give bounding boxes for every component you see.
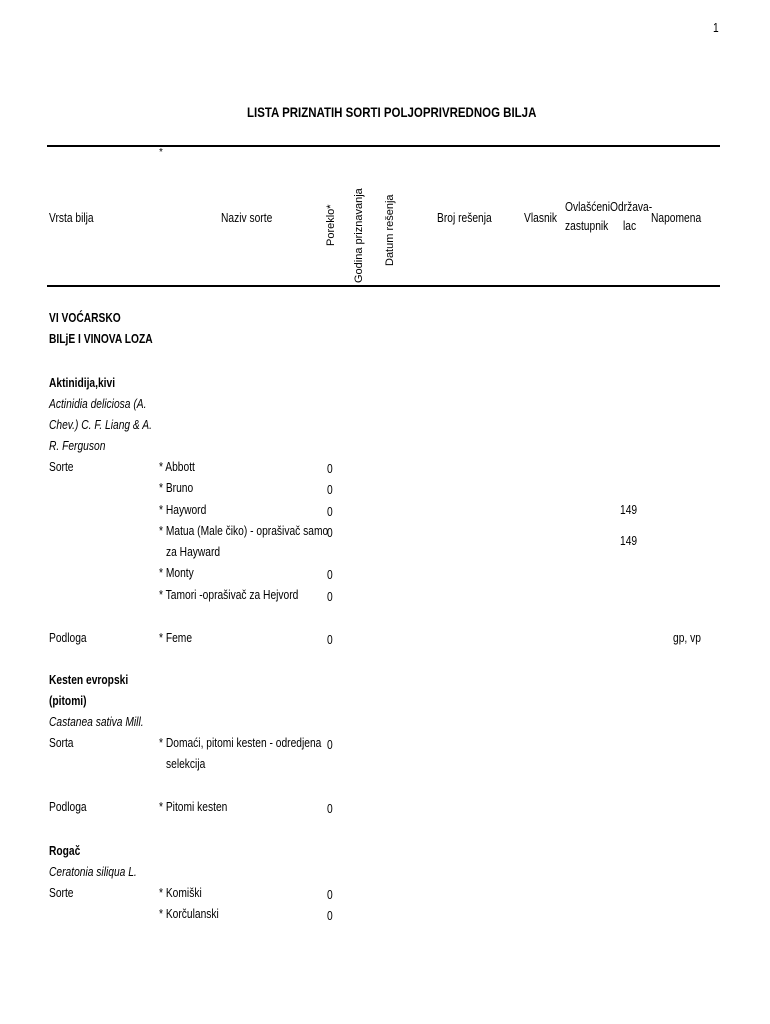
header-bottom-rule xyxy=(47,285,720,287)
poreklo-value: 0 xyxy=(327,590,333,604)
header-top-rule xyxy=(47,145,720,147)
variety-name-continued: za Hayward xyxy=(166,545,221,559)
page-title: LISTA PRIZNATIH SORTI POLJOPRIVREDNOG BILJA xyxy=(247,104,537,120)
poreklo-value: 0 xyxy=(327,738,333,752)
section-heading-line2: BILjE I VINOVA LOZA xyxy=(49,332,153,346)
odrzavalac-value: 149 xyxy=(620,503,638,517)
poreklo-value: 0 xyxy=(327,888,333,902)
group-name-kesten-line2: (pitomi) xyxy=(49,694,87,708)
odrzavalac-value: 149 xyxy=(620,534,638,548)
group-name-aktinidija: Aktinidija,kivi xyxy=(49,376,116,390)
poreklo-value: 0 xyxy=(327,909,333,923)
row-label-podloga: Podloga xyxy=(49,800,87,814)
latin-name-line: Actinidia deliciosa (A. xyxy=(49,397,147,411)
variety-name: * Komiški xyxy=(159,886,202,900)
header-odrzava: Održava- xyxy=(610,200,653,214)
row-label-sorte: Sorte xyxy=(49,886,74,900)
variety-name: * Bruno xyxy=(159,481,194,495)
latin-name-line: R. Ferguson xyxy=(49,439,106,453)
poreklo-value: 0 xyxy=(327,526,333,540)
poreklo-value: 0 xyxy=(327,462,333,476)
napomena-value: gp, vp xyxy=(673,631,701,645)
header-naziv-sorte: Naziv sorte xyxy=(221,211,273,225)
header-star: * xyxy=(159,147,163,158)
poreklo-value: 0 xyxy=(327,633,333,647)
header-ovlasceni: Ovlašćeni xyxy=(565,200,611,214)
header-datum-resenja: Datum rešenja xyxy=(384,194,396,266)
rootstock-name: * Feme xyxy=(159,631,193,645)
header-poreklo: Poreklo* xyxy=(325,204,337,246)
header-napomena: Napomena xyxy=(651,211,702,225)
variety-name-continued: selekcija xyxy=(166,757,206,771)
header-vlasnik: Vlasnik xyxy=(524,211,558,225)
row-label-podloga: Podloga xyxy=(49,631,87,645)
header-vrsta-bilja: Vrsta bilja xyxy=(49,211,94,225)
row-label-sorta: Sorta xyxy=(49,736,74,750)
poreklo-value: 0 xyxy=(327,802,333,816)
header-zastupnik: zastupnik xyxy=(565,219,609,233)
variety-name: * Domaći, pitomi kesten - odredjena xyxy=(159,736,322,750)
poreklo-value: 0 xyxy=(327,505,333,519)
poreklo-value: 0 xyxy=(327,483,333,497)
row-label-sorte: Sorte xyxy=(49,460,74,474)
latin-name-line: Ceratonia siliqua L. xyxy=(49,865,137,879)
latin-name-line: Chev.) C. F. Liang & A. xyxy=(49,418,152,432)
variety-name: * Hayword xyxy=(159,503,207,517)
latin-name-line: Castanea sativa Mill. xyxy=(49,715,144,729)
header-godina-priznavanja: Godina priznavanja xyxy=(353,188,365,283)
poreklo-value: 0 xyxy=(327,568,333,582)
variety-name: * Monty xyxy=(159,566,194,580)
section-heading-line1: VI VOĆARSKO xyxy=(49,311,121,325)
group-name-kesten: Kesten evropski xyxy=(49,673,129,687)
variety-name: * Matua (Male čiko) - oprašivač samo xyxy=(159,524,329,538)
variety-name: * Tamori -oprašivač za Hejvord xyxy=(159,588,299,602)
header-lac: lac xyxy=(623,219,637,233)
page-number: 1 xyxy=(713,21,719,35)
header-broj-resenja: Broj rešenja xyxy=(437,211,492,225)
variety-name: * Abbott xyxy=(159,460,195,474)
group-name-rogac: Rogač xyxy=(49,844,81,858)
rootstock-name: * Pitomi kesten xyxy=(159,800,228,814)
variety-name: * Korčulanski xyxy=(159,907,219,921)
